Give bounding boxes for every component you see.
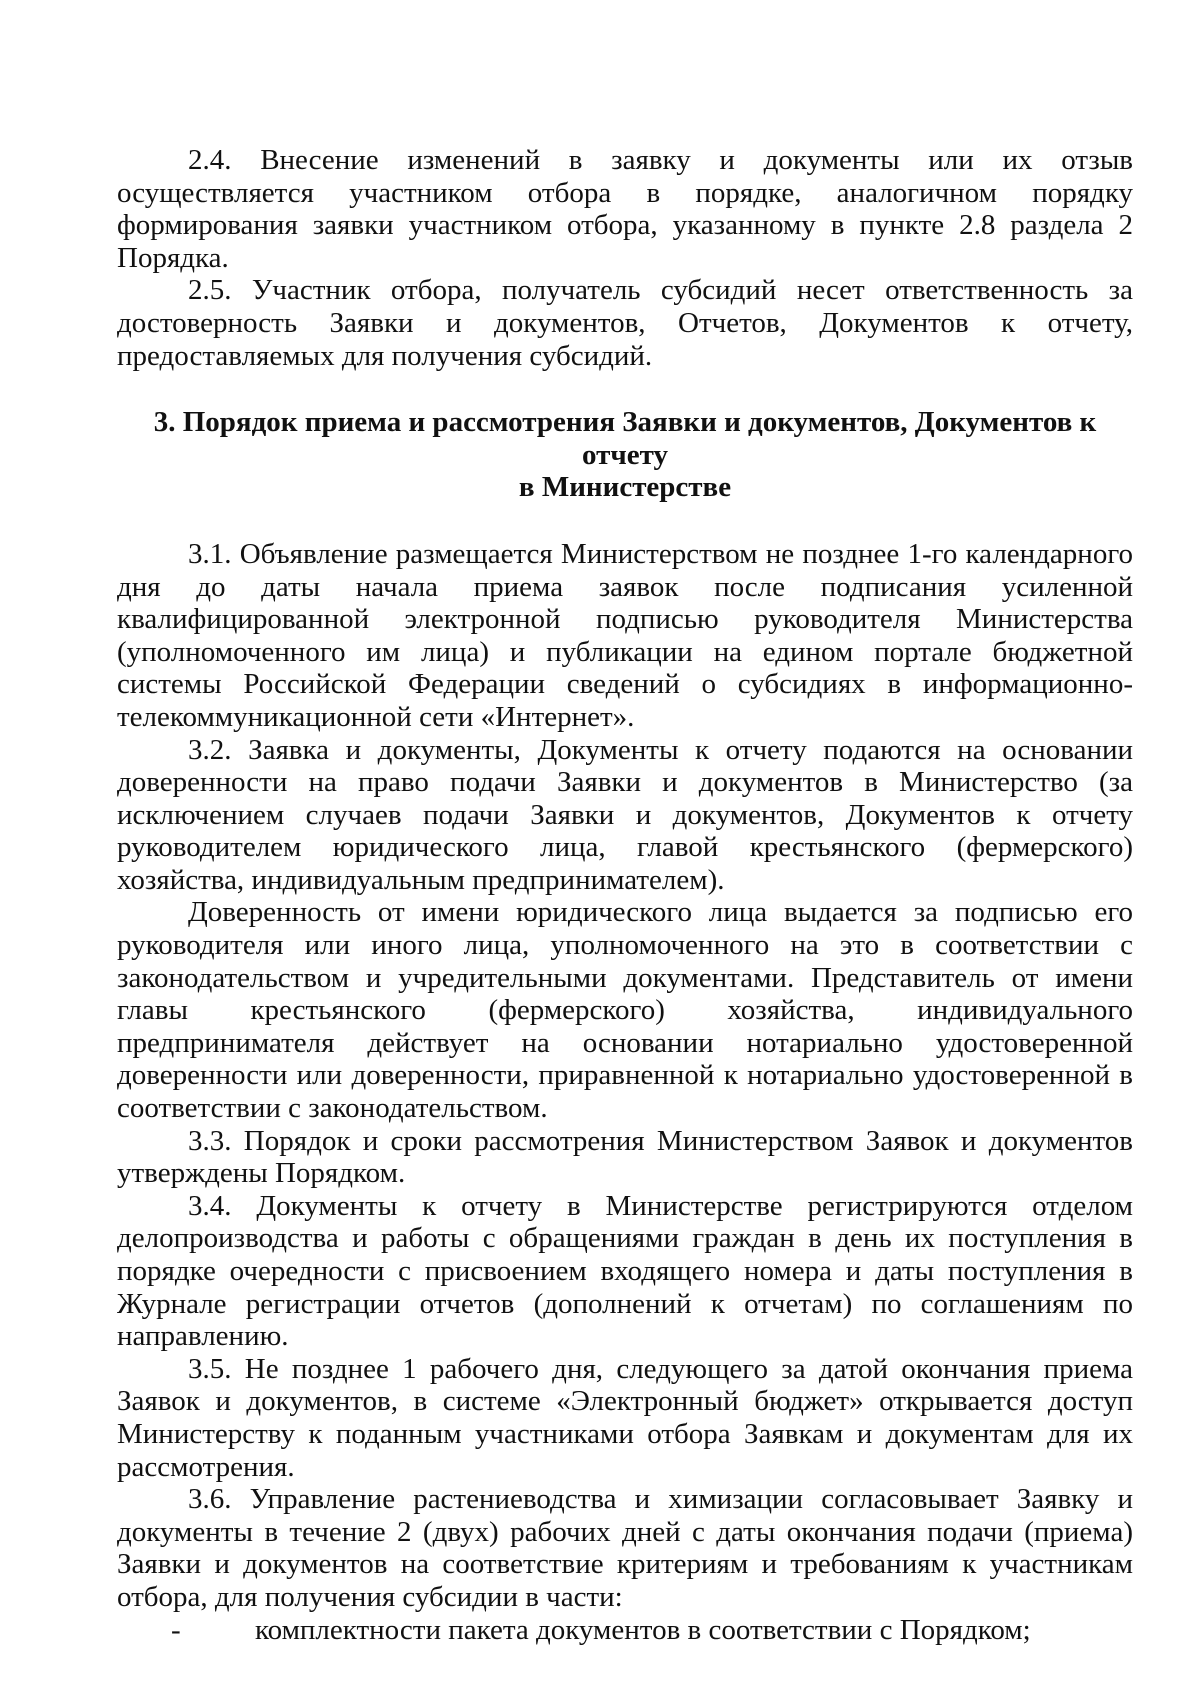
section-3-heading-line-1: 3. Порядок приема и рассмотрения Заявки и документов, Документов к отчету — [153, 406, 1097, 471]
paragraph-3-4: 3.4. Документы к отчету в Министерстве регистрируются отделом делопроизводства и работы с обращениями граждан в день их поступления в порядке очередности с присвоением входящего номера и даты поступления в Журнале регистрации отчетов (дополнений к отчетам) по соглашениям по направлению. — [117, 1189, 1133, 1353]
list-item — [117, 1614, 1133, 1647]
paragraph-2-4: 2.4. Внесение изменений в заявку и документы или их отзыв осуществляется участником отбора в порядке, аналогичном порядку формирования заявки участником отбора, указанному в пункте 2.8 раздела 2 Порядка. — [117, 144, 1133, 274]
document-body — [117, 144, 1133, 1646]
paragraph-3-6: 3.6. Управление растениеводства и химизации согласовывает Заявку и документы в течение 2 (двух) рабочих дней с даты окончания подачи (приема) Заявки и документов на соответствие критериям и требованиям к участникам отбора, для получения субсидии в части: — [117, 1483, 1133, 1613]
paragraph-3-1: 3.1. Объявление размещается Министерством не позднее 1-го календарного дня до даты начала приема заявок после подписания усиленной квалифицированной электронной подписью руководителя Министерства (уполномоченного им лица) и публикации на едином портале бюджетной системы Российской Федерации сведений о субсидиях в информационно-телекоммуникационной сети «Интернет». — [117, 537, 1133, 733]
section-3-heading — [117, 406, 1133, 504]
list-item-text: комплектности пакета документов в соответствии с Порядком; — [255, 1613, 1031, 1646]
paragraph-2-5: 2.5. Участник отбора, получатель субсидий несет ответственность за достоверность Заявки и документов, Отчетов, Документов к отчету, предоставляемых для получения субсидий. — [117, 274, 1133, 372]
section-3-heading-line-2: в Министерстве — [518, 471, 732, 504]
paragraph-3-5: 3.5. Не позднее 1 рабочего дня, следующего за датой окончания приема Заявок и документов, в системе «Электронный бюджет» открывается доступ Министерству к поданным участниками отбора Заявкам и документам для их рассмотрения. — [117, 1352, 1133, 1483]
list-dash: - — [171, 1613, 181, 1646]
paragraph-3-2: 3.2. Заявка и документы, Документы к отчету подаются на основании доверенности на право подачи Заявки и документов в Министерство (за исключением случаев подачи Заявки и документов, Документов к отчету руководителем юридического лица, главой крестьянского (фермерского) хозяйства, индивидуальным предпринимателем). — [117, 733, 1133, 896]
paragraph-3-3: 3.3. Порядок и сроки рассмотрения Министерством Заявок и документов утверждены Порядком. — [117, 1124, 1133, 1190]
paragraph-power-of-attorney: Доверенность от имени юридического лица выдается за подписью его руководителя или иного лица, уполномоченного на это в соответствии с законодательством и учредительными документами. Представитель от имени главы крестьянского (фермерского) хозяйства, индивидуального предпринимателя действует на основании нотариально удостоверенной доверенности или доверенности, приравненной к нотариально удостоверенной в соответствии с законодательством. — [117, 896, 1133, 1125]
